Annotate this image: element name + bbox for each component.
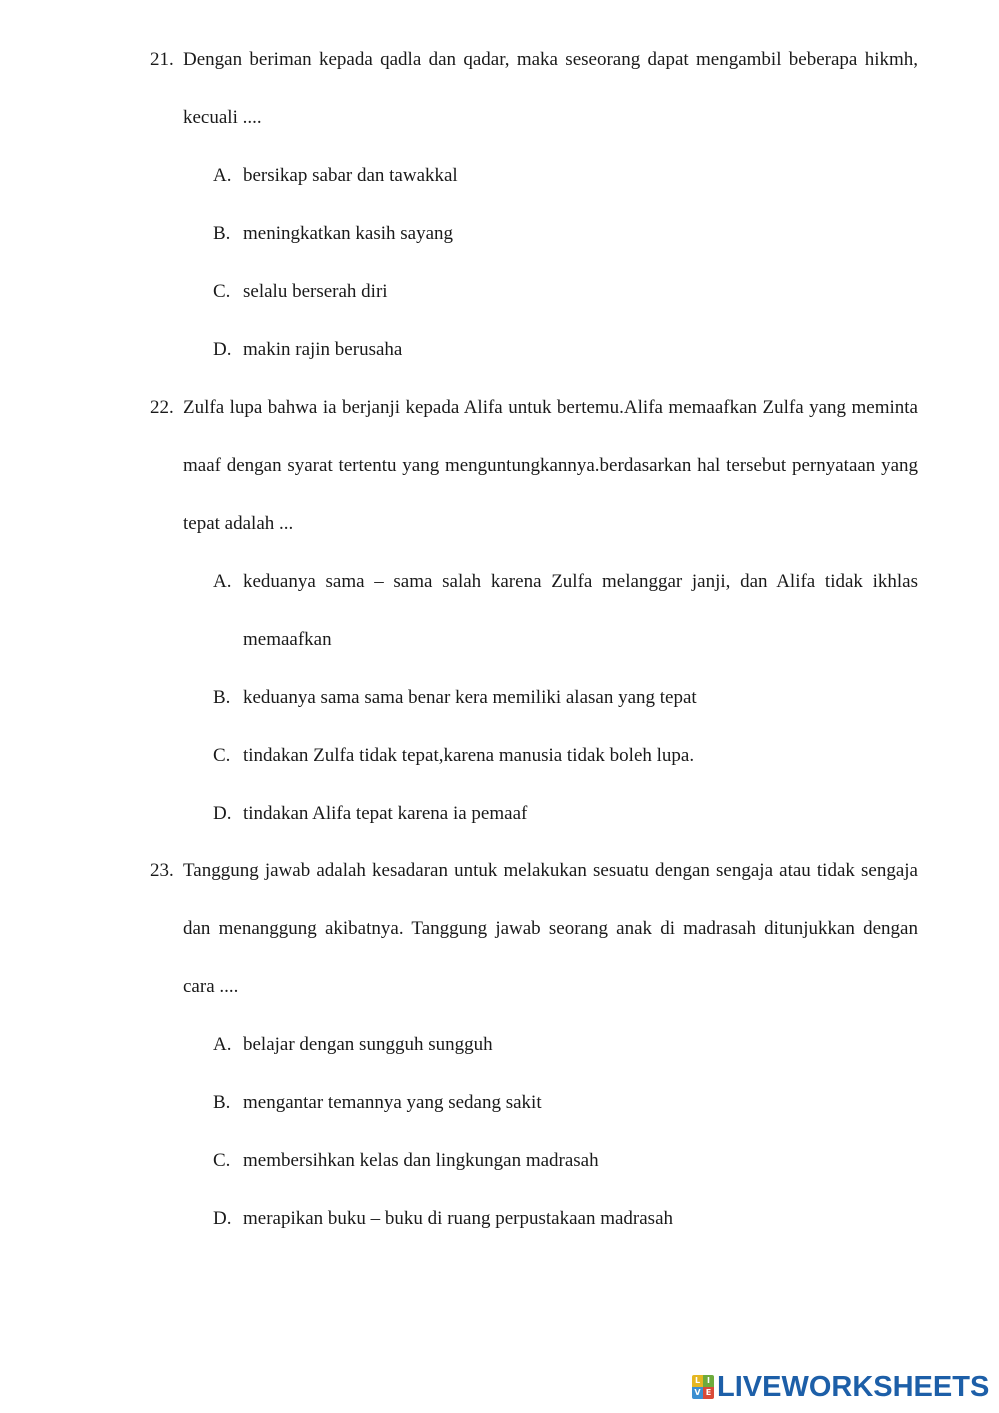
option-b[interactable] (213, 669, 918, 727)
option-text: mengantar temannya yang sedang sakit (243, 1092, 542, 1113)
option-text: makin rajin berusaha (243, 339, 403, 360)
option-letter: B. (213, 1092, 231, 1113)
option-c[interactable] (213, 263, 918, 321)
options-list (150, 1016, 918, 1248)
question-number: 21. (150, 49, 174, 70)
option-text: membersihkan kelas dan lingkungan madrasah (243, 1150, 599, 1171)
option-letter: B. (213, 223, 231, 244)
question-text: Dengan beriman kepada qadla dan qadar, maka seseorang dapat mengambil beberapa hikmh, kecuali .... (183, 49, 918, 128)
option-d[interactable] (213, 321, 918, 379)
option-d[interactable] (213, 785, 918, 843)
option-text: tindakan Zulfa tidak tepat,karena manusia tidak boleh lupa. (243, 745, 695, 766)
logo-square-yellow: L (692, 1375, 703, 1387)
option-b[interactable] (213, 1074, 918, 1132)
question-23 (150, 842, 918, 1248)
question-number: 23. (150, 860, 174, 881)
question-text: Tanggung jawab adalah kesadaran untuk melakukan sesuatu dengan sengaja atau tidak sengaja dan menanggung akibatnya. Tanggung jawab seorang anak di madrasah ditunjukkan dengan cara .... (183, 860, 918, 997)
question-21 (150, 31, 918, 379)
option-c[interactable] (213, 1132, 918, 1190)
option-letter: C. (213, 745, 231, 766)
option-letter: A. (213, 571, 232, 592)
liveworksheets-logo[interactable] (692, 1372, 989, 1402)
options-list (150, 553, 918, 843)
logo-square-green: I (703, 1375, 714, 1387)
option-d[interactable] (213, 1190, 918, 1248)
option-text: merapikan buku – buku di ruang perpustakaan madrasah (243, 1208, 674, 1229)
liveworksheets-logo-icon (692, 1375, 714, 1399)
option-text: tindakan Alifa tepat karena ia pemaaf (243, 803, 528, 824)
options-list (150, 147, 918, 379)
option-letter: D. (213, 339, 232, 360)
logo-text: LIVEWORKSHEETS (717, 1371, 990, 1403)
option-a[interactable] (213, 553, 918, 669)
option-text: bersikap sabar dan tawakkal (243, 165, 458, 186)
option-text: meningkatkan kasih sayang (243, 223, 454, 244)
question-text: Zulfa lupa bahwa ia berjanji kepada Alifa untuk bertemu.Alifa memaafkan Zulfa yang meminta maaf dengan syarat tertentu yang menguntungkannya.berdasarkan hal tersebut pernyataan yang tepat adalah ... (183, 397, 918, 534)
option-b[interactable] (213, 205, 918, 263)
option-letter: A. (213, 165, 232, 186)
option-text: keduanya sama sama benar kera memiliki alasan yang tepat (243, 687, 697, 708)
option-text: belajar dengan sungguh sungguh (243, 1034, 493, 1055)
option-text: selalu berserah diri (243, 281, 388, 302)
option-letter: C. (213, 281, 231, 302)
option-letter: D. (213, 1208, 232, 1229)
option-text: keduanya sama – sama salah karena Zulfa melanggar janji, dan Alifa tidak ikhlas memaafkan (243, 571, 918, 650)
logo-square-blue: V (692, 1387, 703, 1399)
logo-square-red: E (703, 1387, 714, 1399)
option-letter: B. (213, 687, 231, 708)
option-letter: A. (213, 1034, 232, 1055)
question-number: 22. (150, 397, 174, 418)
option-a[interactable] (213, 1016, 918, 1074)
option-letter: C. (213, 1150, 231, 1171)
question-22 (150, 379, 918, 843)
option-letter: D. (213, 803, 232, 824)
option-c[interactable] (213, 727, 918, 785)
option-a[interactable] (213, 147, 918, 205)
